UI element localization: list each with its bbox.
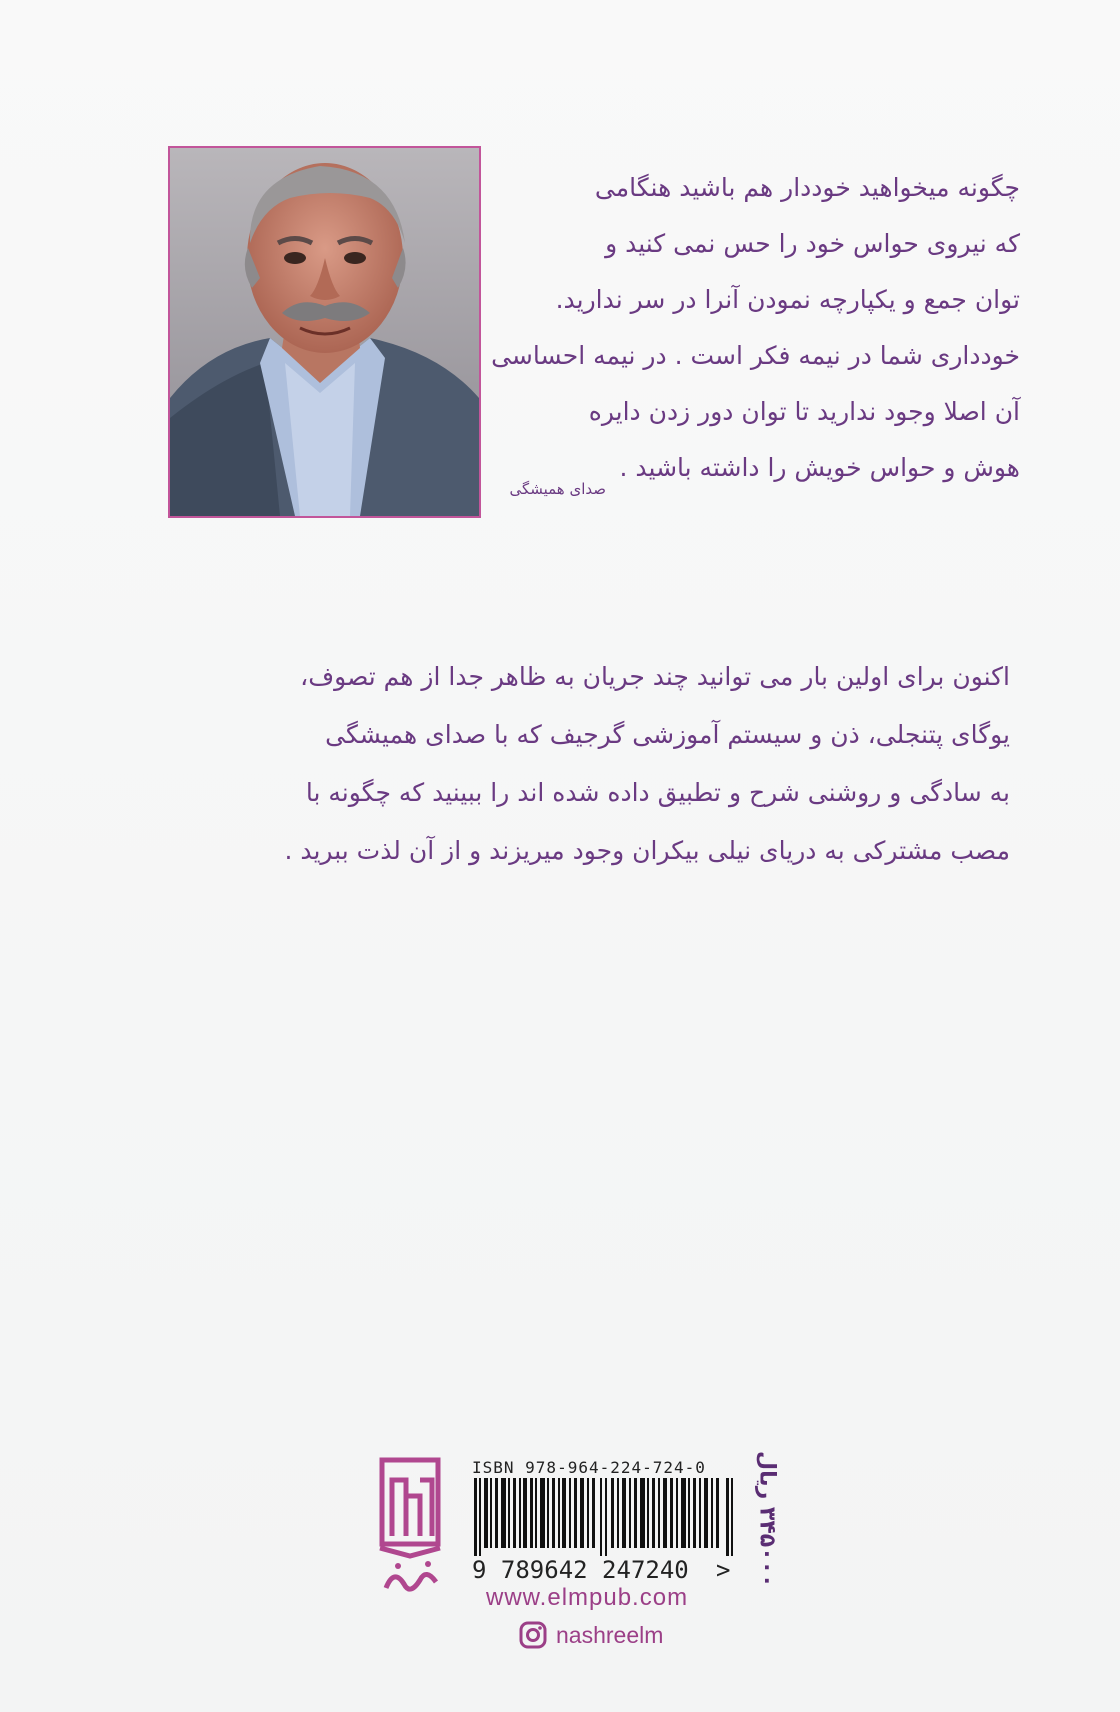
description-line: یوگای پتنجلی، ذن و سیستم آموزشی گرجیف که با صدای همیشگی — [325, 720, 1010, 749]
instagram-handle: nashreelm — [556, 1621, 664, 1648]
ean-arrow: > — [716, 1556, 731, 1584]
description-line: مصب مشترکی به دریای نیلی بیکران وجود میریزند و از آن لذت ببرید . — [284, 836, 1010, 865]
instagram-link[interactable] — [518, 1620, 663, 1650]
description-line: اکنون برای اولین بار می توانید چند جریان به ظاهر جدا از هم تصوف، — [300, 662, 1010, 691]
quote-line: هوش و حواس خویش را داشته باشید . — [619, 453, 1020, 482]
description-line: به سادگی و روشنی شرح و تطبیق داده شده اند را ببینید که چگونه با — [305, 778, 1010, 807]
author-portrait — [168, 146, 481, 518]
quote-line: خودداری شما در نیمه فکر است . در نیمه احساسی — [491, 341, 1020, 370]
publisher-logo — [376, 1456, 466, 1606]
isbn-text: ISBN 978-964-224-724-0 — [472, 1458, 706, 1477]
quote-line: آن اصلا وجود ندارید تا توان دور زدن دایره — [588, 397, 1020, 426]
quote-line: که نیروی حواس خود را حس نمی کنید و — [605, 229, 1020, 258]
price-label — [748, 1450, 788, 1596]
author-photo-illustration — [170, 148, 479, 516]
price-text: ۳۴۵۰۰۰ ریال — [754, 1450, 780, 1588]
quote-line: توان جمع و یکپارچه نمودن آنرا در سر ندارید. — [555, 285, 1020, 314]
author-quote — [490, 160, 1020, 496]
quote-line: چگونه میخواهید خوددار هم باشید هنگامی — [594, 173, 1020, 202]
instagram-icon — [518, 1620, 548, 1650]
barcode-image — [474, 1478, 736, 1556]
publisher-website[interactable]: www.elmpub.com — [486, 1584, 689, 1611]
ean-digits: 9 789642 247240 — [472, 1556, 689, 1584]
quote-source: صدای همیشگی — [509, 480, 606, 498]
book-description — [190, 648, 1010, 880]
